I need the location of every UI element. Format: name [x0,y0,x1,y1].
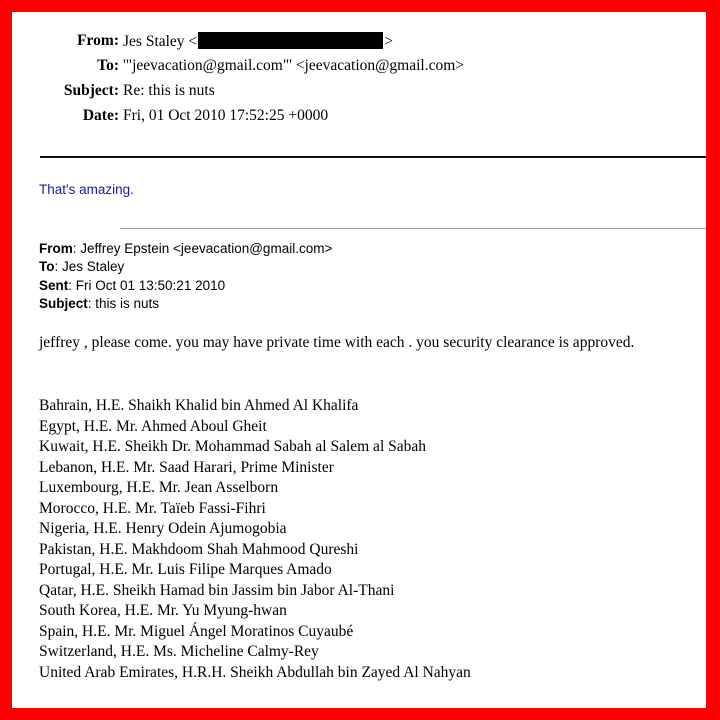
officials-list [39,396,471,683]
date-label: Date: [82,107,119,124]
list-item: Bahrain, H.E. Shaikh Khalid bin Ahmed Al Khalifa [39,397,359,414]
from-close-bracket: > [384,33,393,50]
list-item: Pakistan, H.E. Makhdoom Shah Mahmood Qureshi [39,540,359,558]
list-item: Nigeria, H.E. Henry Odein Ajumogobia [39,520,287,537]
list-item: South Korea, H.E. Mr. Yu Myung-hwan [39,602,287,619]
forwarded-to-label: To [39,259,55,275]
forwarded-sent-value: : Fri Oct 01 13:50:21 2010 [68,277,226,293]
email-document [12,12,706,708]
list-item: Egypt, H.E. Mr. Ahmed Aboul Gheit [39,417,267,435]
redaction-bar [198,32,383,49]
forwarded-to-value: : Jes Staley [54,259,125,275]
forwarded-subject-value: : this is nuts [87,296,160,312]
forwarded-from-row [39,240,332,258]
list-item: Morocco, H.E. Mr. Taïeb Fassi-Fihri [39,499,266,517]
list-item: Portugal, H.E. Mr. Luis Filipe Marques Amado [39,561,332,578]
list-item: Kuwait, H.E. Sheikh Dr. Mohammad Sabah al Salem al Sabah [39,438,427,455]
forwarded-sent-label: Sent [39,277,69,293]
to-value: '"jeevacation@gmail.com"' <jeevacation@gmail.com> [123,57,464,74]
forwarded-sent-row [39,277,332,295]
forwarded-from-label: From [39,241,73,256]
list-item: Lebanon, H.E. Mr. Saad Harari, Prime Minister [39,458,334,476]
forwarded-subject-label: Subject [39,296,88,312]
to-label: To: [97,57,119,74]
from-name: Jes Staley < [123,33,198,50]
header-divider [40,156,706,158]
list-item: Spain, H.E. Mr. Miguel Ángel Moratinos Cuyaubé [39,622,354,640]
forwarded-subject-row [39,295,332,313]
forwarded-header [39,240,332,314]
subject-label: Subject: [63,82,119,99]
forwarded-to-row [39,258,332,276]
subject-value: Re: this is nuts [123,82,215,99]
list-item: Switzerland, H.E. Ms. Micheline Calmy-Rey [39,643,319,660]
list-item: Luxembourg, H.E. Mr. Jean Asselborn [39,479,279,496]
from-label: From: [77,32,119,49]
from-value [123,32,393,51]
reply-text: That's amazing. [39,182,134,197]
date-value: Fri, 01 Oct 2010 17:52:25 +0000 [123,107,329,124]
quote-divider [120,228,706,229]
list-item: Qatar, H.E. Sheikh Hamad bin Jassim bin Jabor Al-Thani [39,581,395,599]
forwarded-from-value: : Jeffrey Epstein <jeevacation@gmail.com> [72,241,333,256]
message-body: jeffrey , please come. you may have private time with each . you security clearance is approved. [39,334,635,351]
list-item: United Arab Emirates, H.R.H. Sheikh Abdullah bin Zayed Al Nahyan [39,663,471,681]
